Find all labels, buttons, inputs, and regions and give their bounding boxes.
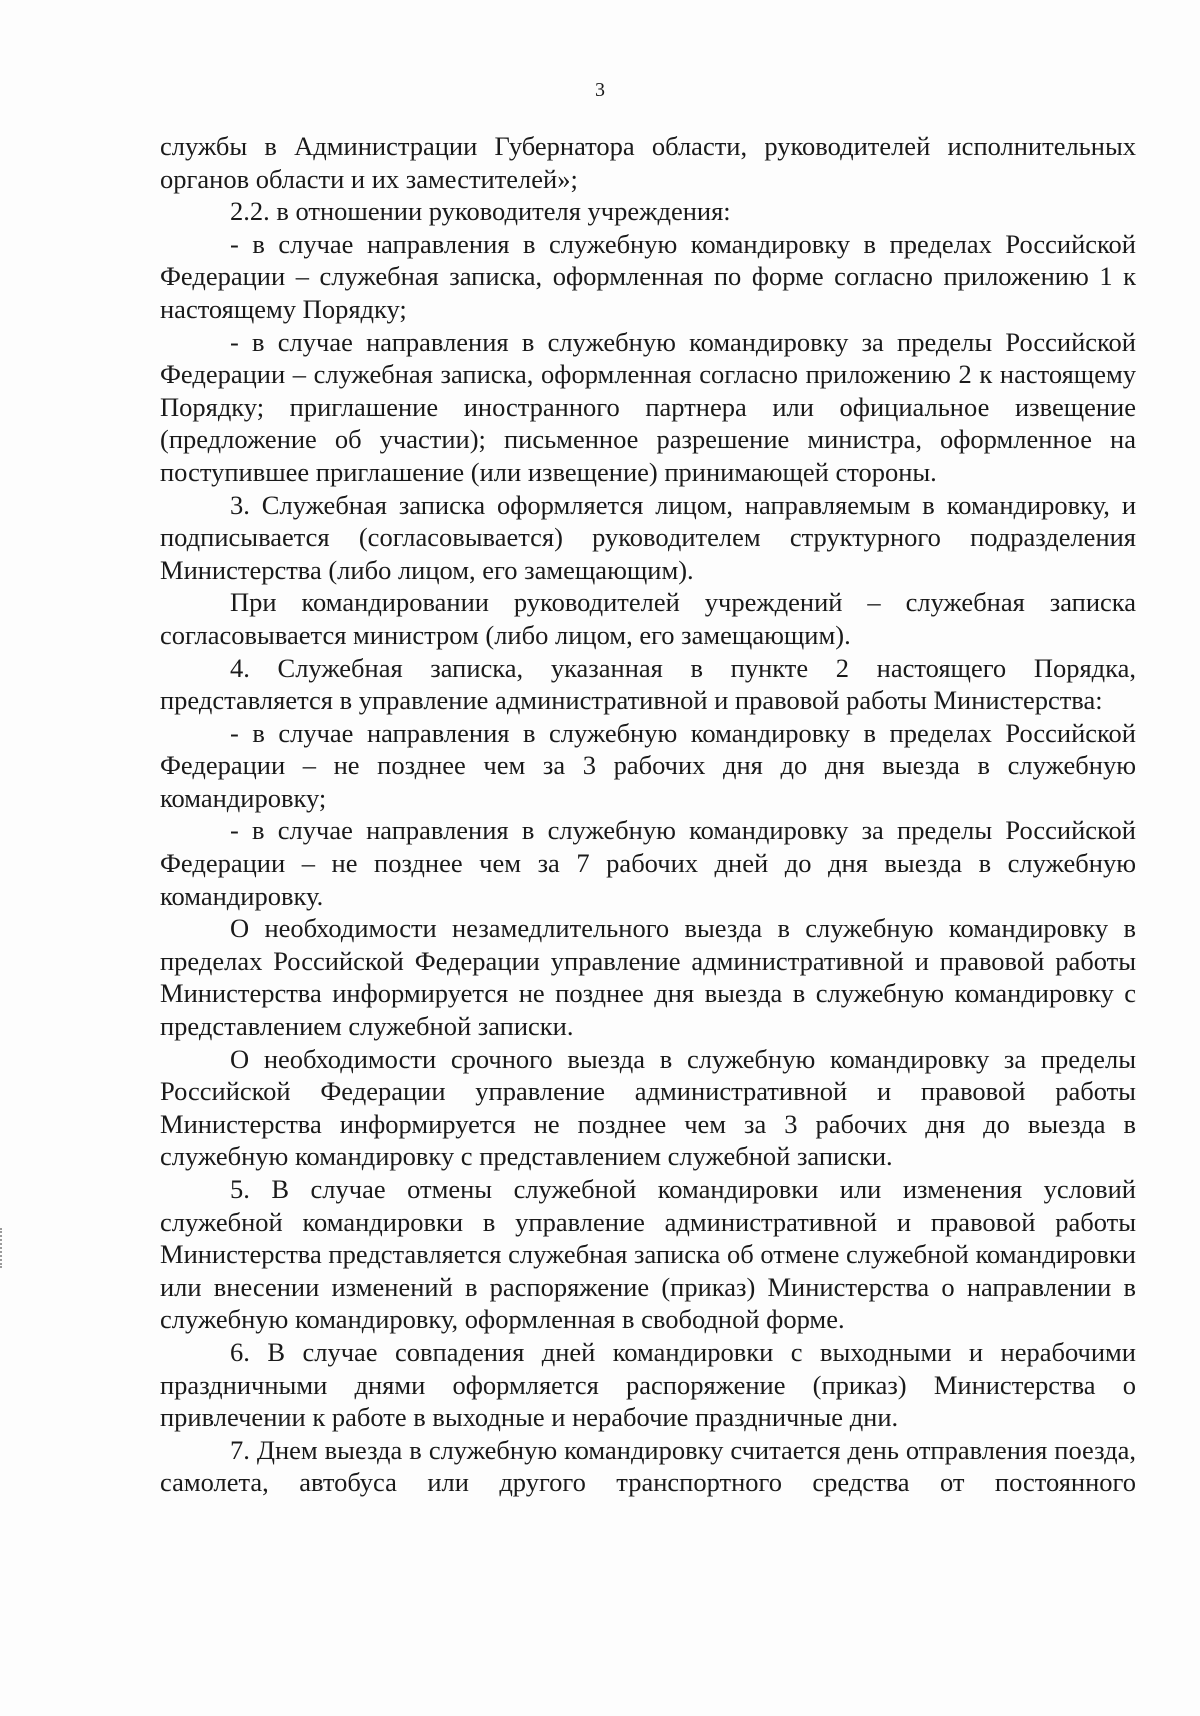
paragraph-2-2-domestic: - в случае направления в служебную командировку в пределах Российской Федерации – служебная записка, оформленная по форме согласно приложению 1 к настоящему Порядку; <box>160 228 1136 324</box>
paragraph-3: 3. Служебная записка оформляется лицом, направляемым в командировку, и подписывается (согласовывается) руководителем структурного подразделения Министерства (либо лицом, его замещающим). <box>160 489 1136 585</box>
scan-margin-mark <box>0 1228 5 1268</box>
paragraph-4-domestic: - в случае направления в служебную командировку в пределах Российской Федерации – не позднее чем за 3 рабочих дня до дня выезда в служебную командировку; <box>160 717 1136 813</box>
paragraph-urgent-foreign: О необходимости срочного выезда в служебную командировку за пределы Российской Федерации управление административной и правовой работы Министерства информируется не позднее чем за 3 рабочих дня до выезда в служебную командировку с представлением служебной записки. <box>160 1043 1136 1172</box>
paragraph-7: 7. Днем выезда в служебную командировку считается день отправления поезда, самолета, автобуса или другого транспортного средства от постоянного <box>160 1434 1136 1498</box>
paragraph-urgent-domestic: О необходимости незамедлительного выезда в служебную командировку в пределах Российской Федерации управление административной и правовой работы Министерства информируется не позднее дня выезда в служебную командировку с представлением служебной записки. <box>160 913 1136 1042</box>
paragraph-2-2: 2.2. в отношении руководителя учреждения: <box>230 196 731 227</box>
paragraph-continuation: службы в Администрации Губернатора области, руководителей исполнительных органов области и их заместителей»; <box>160 131 1136 194</box>
paragraph-4-foreign: - в случае направления в служебную командировку за пределы Российской Федерации – не позднее чем за 7 рабочих дней до дня выезда в служебную командировку. <box>160 815 1136 911</box>
paragraph-3-heads: При командировании руководителей учреждений – служебная записка согласовывается министром (либо лицом, его замещающим). <box>160 587 1136 650</box>
page-number: 3 <box>595 79 605 101</box>
paragraph-2-2-foreign: - в случае направления в служебную командировку за пределы Российской Федерации – служебная записка, оформленная согласно приложению 2 к настоящему Порядку; приглашение иностранного партнера или официальное извещение (предложение об участии); письменное разрешение министра, оформленное на поступившее приглашение (или извещение) принимающей стороны. <box>160 326 1136 487</box>
paragraph-4: 4. Служебная записка, указанная в пункте 2 настоящего Порядка, представляется в управление административной и правовой работы Министерства: <box>160 652 1136 716</box>
paragraph-6: 6. В случае совпадения дней командировки с выходными и нерабочими праздничными днями оформляется распоряжение (приказ) Министерства о привлечении к работе в выходные и нерабочие праздничные дни. <box>160 1336 1136 1433</box>
paragraph-5: 5. В случае отмены служебной командировки или изменения условий служебной командировки в управление административной и правовой работы Министерства представляется служебная записка об отмене служебной командировки или внесении изменений в распоряжение (приказ) Министерства о направлении в служебную командировку, оформленная в свободной форме. <box>160 1174 1136 1335</box>
document-body <box>160 130 1136 1499</box>
